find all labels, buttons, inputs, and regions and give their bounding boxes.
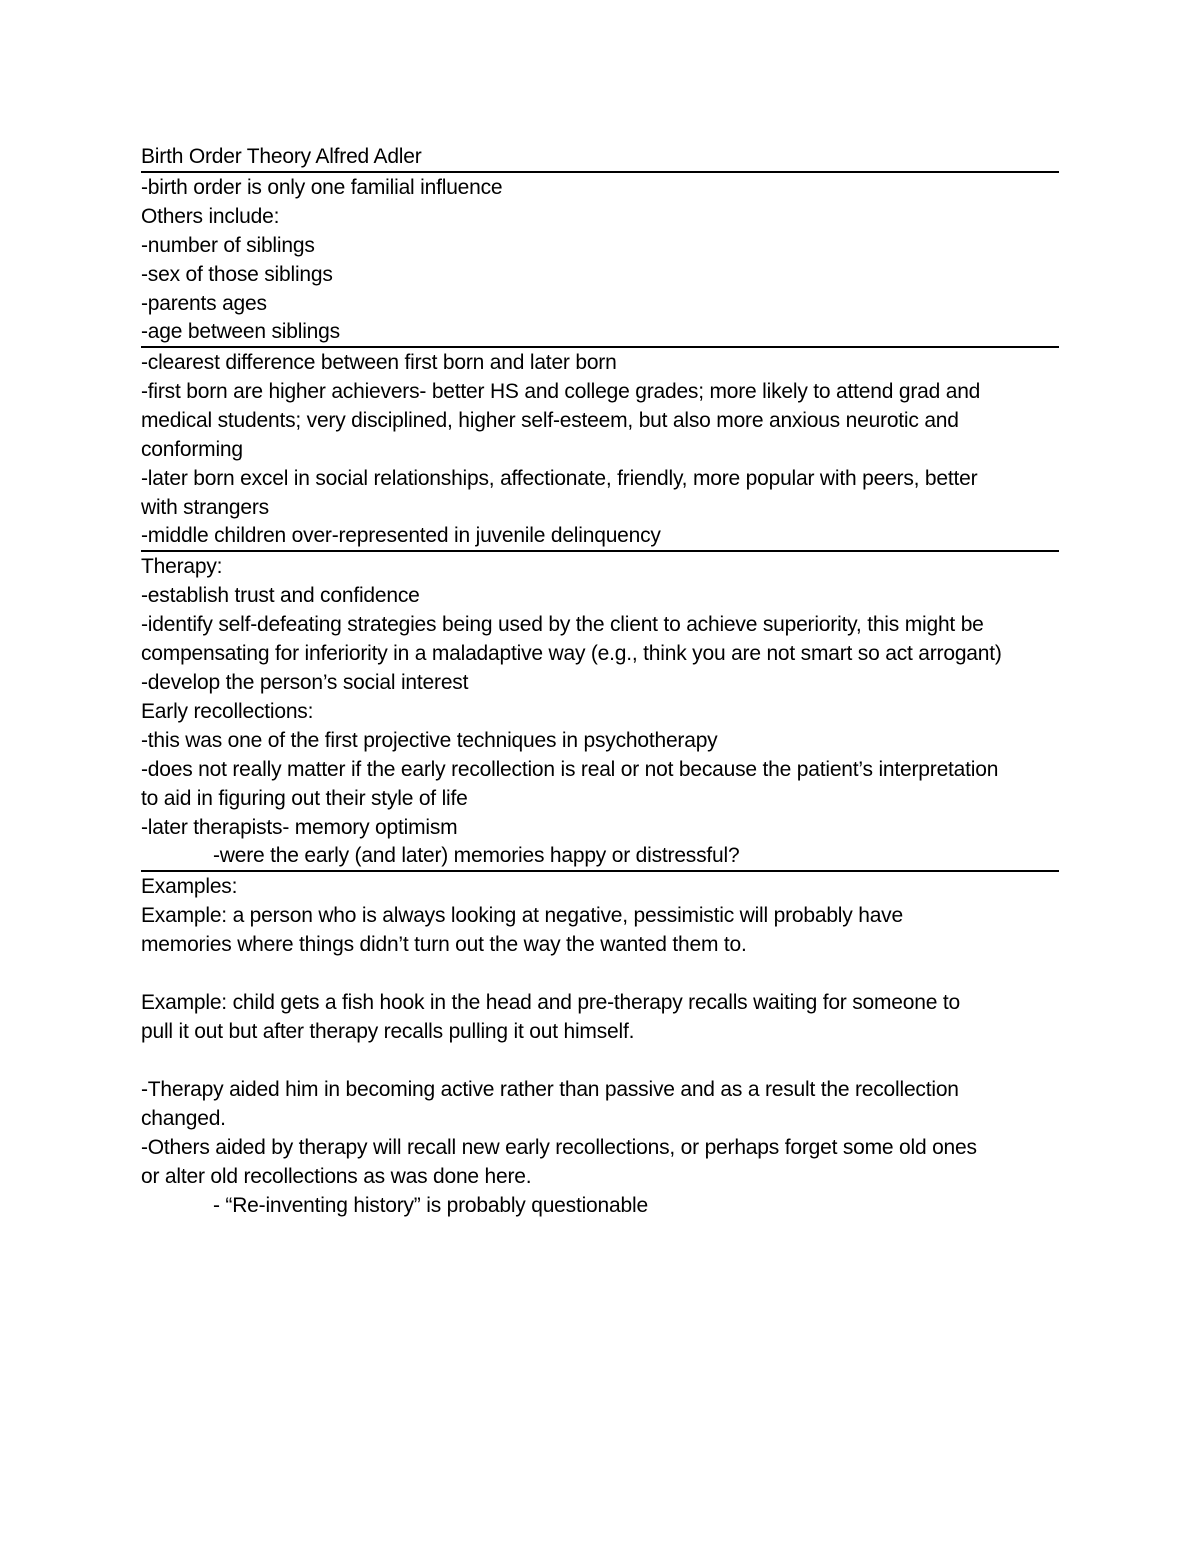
- text-line: -this was one of the first projective techniques in psychotherapy: [141, 729, 718, 752]
- text-line: memories where things didn’t turn out the way the wanted them to.: [141, 933, 747, 956]
- text-line: or alter old recollections as was done here.: [141, 1165, 532, 1188]
- text-line: -sex of those siblings: [141, 263, 333, 286]
- document-title: Birth Order Theory Alfred Adler: [141, 142, 1059, 173]
- text-line: changed.: [141, 1107, 226, 1130]
- text-line: medical students; very disciplined, higher self-esteem, but also more anxious neurotic and: [141, 409, 959, 432]
- section-influences: [141, 173, 1059, 348]
- text-line: -age between siblings: [141, 318, 1059, 348]
- section-birth-order-differences: [141, 348, 1059, 552]
- section-examples: [141, 872, 1059, 1220]
- text-line: -clearest difference between first born and later born: [141, 351, 617, 374]
- blank-line: [141, 959, 1059, 988]
- text-line: - “Re-inventing history” is probably questionable: [213, 1194, 648, 1217]
- text-line: conforming: [141, 438, 243, 461]
- text-line: -Others aided by therapy will recall new early recollections, or perhaps forget some old ones: [141, 1136, 977, 1159]
- text-line: -does not really matter if the early recollection is real or not because the patient’s interpretation: [141, 758, 999, 781]
- text-line: -later born excel in social relationships, affectionate, friendly, more popular with peers, better: [141, 467, 978, 490]
- blank-line: [141, 1046, 1059, 1075]
- text-line: Examples:: [141, 875, 238, 898]
- text-line: -middle children over-represented in juvenile delinquency: [141, 522, 1059, 552]
- text-line: -identify self-defeating strategies being used by the client to achieve superiority, this might be: [141, 613, 984, 636]
- text-line: compensating for inferiority in a maladaptive way (e.g., think you are not smart so act arrogant): [141, 642, 1002, 665]
- text-line: -develop the person’s social interest: [141, 671, 469, 694]
- text-line: -were the early (and later) memories happy or distressful?: [141, 842, 1059, 872]
- text-line: to aid in figuring out their style of life: [141, 787, 468, 810]
- text-line: Early recollections:: [141, 700, 314, 723]
- text-line: pull it out but after therapy recalls pulling it out himself.: [141, 1020, 635, 1043]
- text-line: Therapy:: [141, 555, 223, 578]
- text-line: -birth order is only one familial influence: [141, 176, 503, 199]
- section-therapy: [141, 552, 1059, 872]
- document-page: [141, 142, 1059, 1220]
- text-line: -parents ages: [141, 292, 267, 315]
- text-line: Example: child gets a fish hook in the head and pre-therapy recalls waiting for someone to: [141, 991, 960, 1014]
- text-line: -later therapists- memory optimism: [141, 816, 458, 839]
- text-line: -Therapy aided him in becoming active rather than passive and as a result the recollection: [141, 1078, 959, 1101]
- text-line: with strangers: [141, 496, 269, 519]
- text-line: -number of siblings: [141, 234, 315, 257]
- text-line: Others include:: [141, 205, 280, 228]
- text-line: -establish trust and confidence: [141, 584, 420, 607]
- text-line: -first born are higher achievers- better HS and college grades; more likely to attend grad and: [141, 380, 981, 403]
- text-line: Example: a person who is always looking at negative, pessimistic will probably have: [141, 904, 903, 927]
